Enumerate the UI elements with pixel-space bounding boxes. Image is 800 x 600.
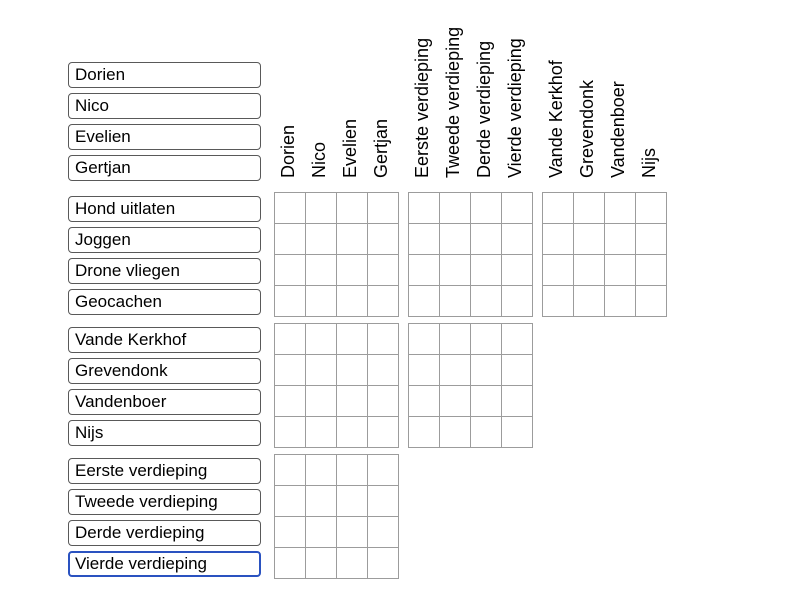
grid-cell[interactable] [337, 324, 368, 355]
grid-cell[interactable] [275, 386, 306, 417]
row-label-surnames-1[interactable]: Vande Kerkhof [68, 327, 261, 353]
column-header-names-2: Nico [309, 141, 329, 178]
row-label-floors-1[interactable]: Eerste verdieping [68, 458, 261, 484]
grid-cell[interactable] [440, 355, 471, 386]
grid-cell[interactable] [574, 255, 605, 286]
grid-cell[interactable] [409, 224, 440, 255]
column-header-floors-1: Eerste verdieping [412, 37, 432, 178]
grid-cell[interactable] [471, 286, 502, 317]
grid-cell[interactable] [306, 355, 337, 386]
grid-cell[interactable] [636, 193, 667, 224]
grid-cell[interactable] [471, 355, 502, 386]
grid-cell[interactable] [409, 417, 440, 448]
column-header-surnames-3: Vandenboer [608, 81, 628, 178]
grid-cell[interactable] [337, 224, 368, 255]
row-label-activities-1[interactable]: Hond uitlaten [68, 196, 261, 222]
grid-cell[interactable] [502, 255, 533, 286]
grid-cell[interactable] [574, 286, 605, 317]
grid-cell[interactable] [275, 455, 306, 486]
grid-cell[interactable] [574, 193, 605, 224]
grid-cell[interactable] [306, 548, 337, 579]
row-label-floors-4-selected[interactable]: Vierde verdieping [68, 551, 261, 577]
grid-cell[interactable] [471, 255, 502, 286]
grid-cell[interactable] [368, 224, 399, 255]
grid-activities-surnames [542, 192, 667, 317]
grid-cell[interactable] [543, 224, 574, 255]
row-label-names-2[interactable]: Nico [68, 93, 261, 119]
row-label-names-4[interactable]: Gertjan [68, 155, 261, 181]
grid-cell[interactable] [306, 386, 337, 417]
grid-cell[interactable] [275, 517, 306, 548]
column-header-surnames-4: Nijs [639, 148, 659, 178]
grid-activities-floors [408, 192, 533, 317]
grid-cell[interactable] [337, 548, 368, 579]
grid-cell[interactable] [409, 286, 440, 317]
grid-cell[interactable] [471, 386, 502, 417]
grid-cell[interactable] [275, 324, 306, 355]
grid-cell[interactable] [368, 193, 399, 224]
column-header-surnames-2: Grevendonk [577, 79, 597, 178]
grid-cell[interactable] [543, 255, 574, 286]
grid-cell[interactable] [306, 517, 337, 548]
grid-cell[interactable] [502, 355, 533, 386]
grid-cell[interactable] [275, 417, 306, 448]
grid-cell[interactable] [368, 517, 399, 548]
grid-cell[interactable] [368, 324, 399, 355]
grid-cell[interactable] [337, 517, 368, 548]
grid-surnames-names [274, 323, 399, 448]
grid-cell[interactable] [543, 193, 574, 224]
row-label-names-3[interactable]: Evelien [68, 124, 261, 150]
grid-cell[interactable] [306, 486, 337, 517]
grid-cell[interactable] [409, 355, 440, 386]
column-header-names-3: Evelien [340, 118, 360, 178]
grid-cell[interactable] [605, 224, 636, 255]
grid-cell[interactable] [368, 455, 399, 486]
grid-cell[interactable] [543, 286, 574, 317]
grid-cell[interactable] [337, 417, 368, 448]
grid-cell[interactable] [306, 224, 337, 255]
row-label-surnames-2[interactable]: Grevendonk [68, 358, 261, 384]
grid-cell[interactable] [275, 286, 306, 317]
grid-cell[interactable] [409, 193, 440, 224]
grid-cell[interactable] [440, 286, 471, 317]
grid-floors-names [274, 454, 399, 579]
grid-cell[interactable] [502, 386, 533, 417]
grid-cell[interactable] [337, 386, 368, 417]
grid-cell[interactable] [368, 486, 399, 517]
grid-cell[interactable] [471, 193, 502, 224]
grid-cell[interactable] [337, 455, 368, 486]
grid-cell[interactable] [605, 286, 636, 317]
grid-cell[interactable] [502, 286, 533, 317]
column-header-names-4: Gertjan [371, 118, 391, 178]
grid-cell[interactable] [502, 224, 533, 255]
grid-cell[interactable] [337, 486, 368, 517]
grid-cell[interactable] [275, 355, 306, 386]
grid-cell[interactable] [440, 193, 471, 224]
grid-cell[interactable] [574, 224, 605, 255]
grid-cell[interactable] [605, 193, 636, 224]
grid-cell[interactable] [471, 224, 502, 255]
grid-cell[interactable] [502, 193, 533, 224]
column-header-floors-3: Derde verdieping [474, 40, 494, 178]
grid-cell[interactable] [306, 255, 337, 286]
row-label-floors-3[interactable]: Derde verdieping [68, 520, 261, 546]
grid-cell[interactable] [471, 324, 502, 355]
grid-activities-names [274, 192, 399, 317]
column-header-floors-4: Vierde verdieping [505, 38, 525, 178]
grid-cell[interactable] [368, 255, 399, 286]
grid-cell[interactable] [440, 324, 471, 355]
grid-cell[interactable] [337, 193, 368, 224]
grid-cell[interactable] [275, 548, 306, 579]
grid-cell[interactable] [636, 255, 667, 286]
grid-cell[interactable] [306, 455, 337, 486]
grid-cell[interactable] [368, 417, 399, 448]
row-label-activities-3[interactable]: Drone vliegen [68, 258, 261, 284]
row-label-activities-2[interactable]: Joggen [68, 227, 261, 253]
grid-cell[interactable] [306, 286, 337, 317]
row-label-names-1[interactable]: Dorien [68, 62, 261, 88]
grid-cell[interactable] [337, 355, 368, 386]
grid-cell[interactable] [409, 255, 440, 286]
grid-cell[interactable] [368, 355, 399, 386]
grid-cell[interactable] [636, 286, 667, 317]
grid-cell[interactable] [275, 486, 306, 517]
grid-cell[interactable] [275, 224, 306, 255]
grid-surnames-floors [408, 323, 533, 448]
column-header-names-1: Dorien [278, 124, 298, 178]
grid-cell[interactable] [337, 286, 368, 317]
grid-cell[interactable] [306, 324, 337, 355]
grid-cell[interactable] [306, 193, 337, 224]
grid-cell[interactable] [368, 286, 399, 317]
grid-cell[interactable] [409, 324, 440, 355]
row-label-surnames-3[interactable]: Vandenboer [68, 389, 261, 415]
grid-cell[interactable] [409, 386, 440, 417]
column-header-floors-2: Tweede verdieping [443, 26, 463, 178]
grid-cell[interactable] [440, 255, 471, 286]
grid-cell[interactable] [440, 224, 471, 255]
row-label-floors-2[interactable]: Tweede verdieping [68, 489, 261, 515]
grid-cell[interactable] [275, 255, 306, 286]
row-label-activities-4[interactable]: Geocachen [68, 289, 261, 315]
grid-cell[interactable] [605, 255, 636, 286]
grid-cell[interactable] [368, 548, 399, 579]
row-label-surnames-4[interactable]: Nijs [68, 420, 261, 446]
grid-cell[interactable] [471, 417, 502, 448]
grid-cell[interactable] [440, 386, 471, 417]
grid-cell[interactable] [636, 224, 667, 255]
grid-cell[interactable] [502, 324, 533, 355]
grid-cell[interactable] [368, 386, 399, 417]
column-header-surnames-1: Vande Kerkhof [546, 60, 566, 178]
grid-cell[interactable] [275, 193, 306, 224]
grid-cell[interactable] [440, 417, 471, 448]
grid-cell[interactable] [337, 255, 368, 286]
grid-cell[interactable] [306, 417, 337, 448]
grid-cell[interactable] [502, 417, 533, 448]
